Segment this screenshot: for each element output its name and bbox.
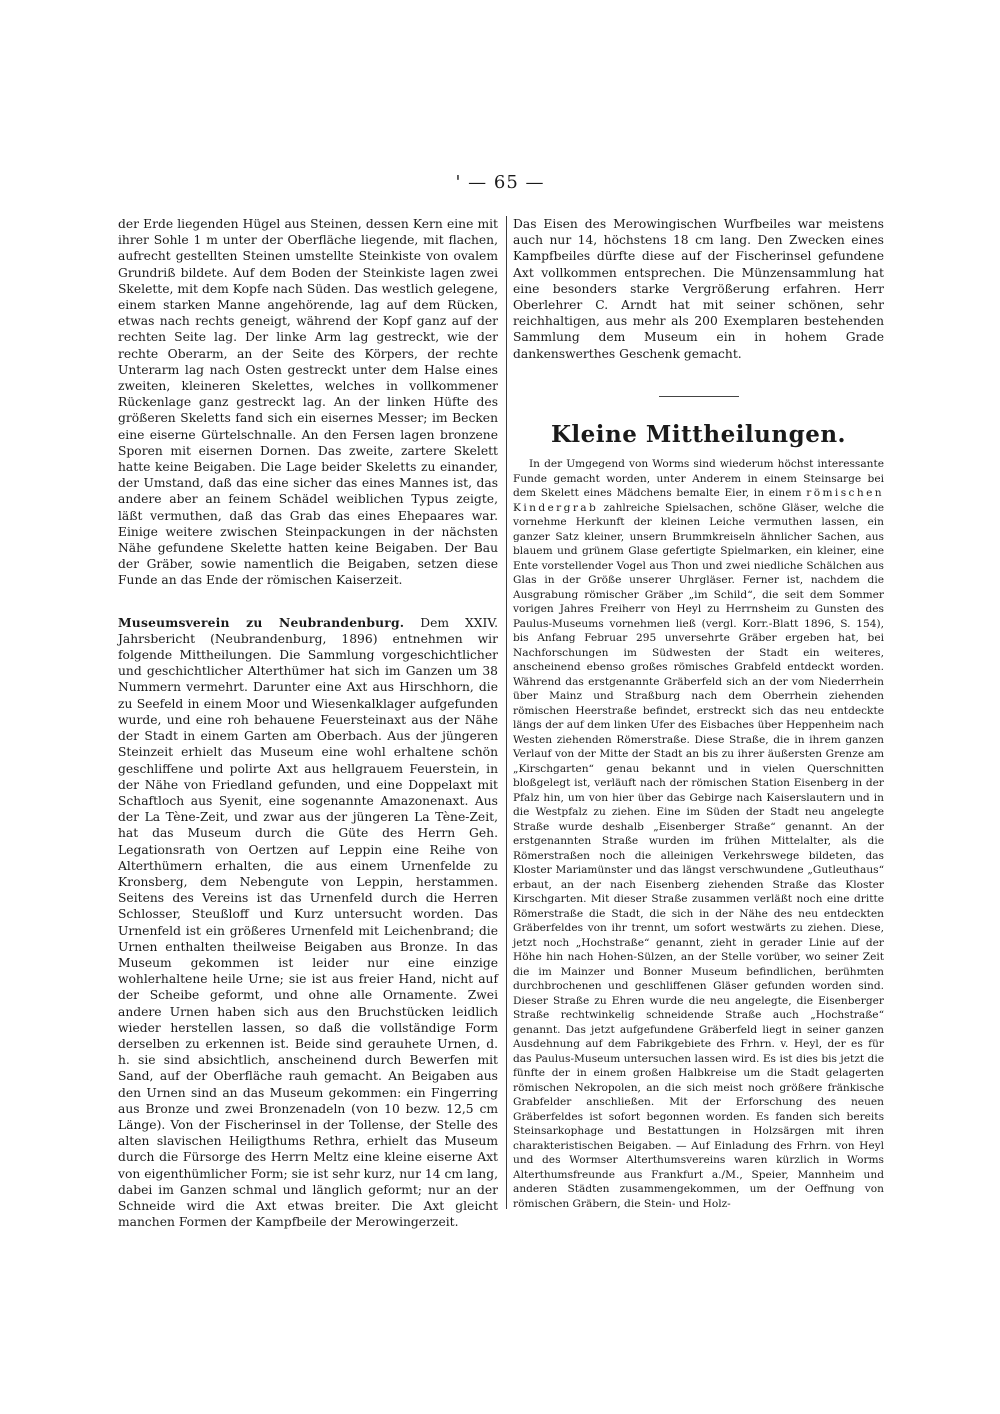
- paragraph-axe-coins: Das Eisen des Merowingischen Wurfbeiles war meistens auch nur 14, höchstens 18 cm lang. Den Zwecken eines Kampfbeiles dürfte diese auf der Fischerinsel gefundene Axt vollkommen entsprechen. Die Münzensammlung hat eine besonders starke Vergrößerung erfahren. Herr Oberlehrer C. Arndt hat mit seiner schönen, sehr reichhaltigen, aus mehr als 200 Exemplaren bestehenden Sammlung dem Museum ein in hohem Grade dankenswerthes Geschenk gemacht.: [513, 217, 884, 361]
- right-column: [513, 216, 884, 1211]
- paragraph-worms-finds: [513, 457, 884, 1211]
- society-heading: Museumsverein zu Neubrandenburg.: [118, 614, 405, 630]
- paragraph-gap: [118, 589, 498, 615]
- paragraph-museum-society: [118, 615, 498, 1231]
- worms-finds-block: [513, 457, 884, 1211]
- column-divider: [506, 216, 507, 1209]
- paragraph-grave-description: der Erde liegenden Hügel aus Steinen, dessen Kern eine mit ihrer Sohle 1 m unter der Oberfläche liegende, mit flachen, aufrecht gestellten Steinen umstellte Steinkiste von ovalem Grundriß bildete. Auf dem Boden der Steinkiste lagen zwei Skelette, mit dem Kopfe nach Süden. Das westlich gelegene, einem starken Manne angehörende, lag auf dem Rücken, etwas nach rechts geneigt, während der Kopf ganz auf der rechten Seite lag. Der linke Arm lag gestreckt, wie der rechte Oberarm, an der Seite des Körpers, der rechte Unterarm lag nach Osten gestreckt unter dem Halse eines zweiten, kleineren Skelettes, welches in vollkommener Rückenlage ganz gestreckt lag. An der linken Hüfte des größeren Skeletts fand sich ein eisernes Messer; im Becken eine eiserne Gürtelschnalle. An den Fersen lagen bronzene Sporen mit eisernen Dornen. Das zweite, zartere Skelett hatte keine Beigaben. Die Lage beider Skeletts zu einander, der Umstand, daß das eine sicher das eines Mannes ist, das andere aber an feinem Schädel weiblichen Typus zeigte, läßt vermuthen, daß das Grab das eines Ehepaares war. Einige weitere zwischen Steinpackungen in der nächsten Nähe gefundene Skelette hatten keine Beigaben. Der Bau der Gräber, sowie namentlich die Beigaben, setzen diese Funde an das Ende der römischen Kaiserzeit.: [118, 217, 498, 588]
- worms-text-c: zahlreiche Spielsachen, schöne Gläser, welche die vornehme Herkunft der kleinen Leiche vermuthen lassen, ein ganzer Satz kleiner, unsern Brummkreiseln ähnlicher Sachen, aus blauem und grünem Glase gefertigte Spielmarken, ein kleiner, eine Ente vorstellender Vogel aus Thon und zwei niedliche Schälchen aus Glas in der Größe unserer Uhrgläser. Ferner ist, nachdem die Ausgrabung römischer Gräber „im Schild“, die seit dem Sommer vorigen Jahres Freiherr von Heyl zu Herrnsheim zu Gunsten des Paulus-Museums vornehmen ließ (vergl. Korr.-Blatt 1896, S. 154), bis Anfang Februar 295 unversehrte Gräber ergeben hat, bei Nachforschungen im Südwesten der Stadt ein weiteres, anscheinend ebenso großes römisches Grabfeld entdeckt worden. Während das erstgenannte Gräberfeld sich an der vom Niederrhein über Mainz und Straßburg nach dem Oberrhein ziehenden römischen Heerstraße befindet, erstreckt sich das neu entdeckte längs der auf dem linken Ufer des Eisbaches über Heppenheim nach Westen ziehenden Römerstraße. Diese Straße, die in ihrem ganzen Verlauf von der Mitte der Stadt an bis zu ihrer äußersten Grenze am „Kirschgarten“ genau bekannt und in vielen Querschnitten bloßgelegt ist, verläuft nach der römischen Station Eisenberg in der Pfalz hin, um von hier über das Gebirge nach Kaiserslautern und in die Westpfalz zu ziehen. Eine im Süden der Stadt neu angelegte Straße wurde deshalb „Eisenberger Straße“ genannt. An der erstgenannten Straße wurden im frühen Mittelalter, als die Römerstraßen noch die alleinigen Verkehrswege bildeten, das Kloster Mariamünster und das längst verschwundene „Gutleuthaus“ erbaut, an der nach Eisenberg ziehenden Straße das Kloster Kirschgarten. Mit dieser Straße zusammen verläßt noch eine dritte Römerstraße die Stadt, die sich in der Nähe des neu entdeckten Gräberfeldes von ihr trennt, um sofort westwärts zu ziehen. Diese, jetzt noch „Hochstraße“ genannt, zieht in gerader Linie auf der Höhe hin nach Hohen-Sülzen, an der Stelle vorüber, wo seiner Zeit die im Mainzer und Bonner Museum befindlichen, berühmten durchbrochenen und geschliffenen Gläser gefunden worden sind. Dieser Straße zu Ehren wurde die neu angelegte, die Eisenberger Straße rechtwinkelig schneidende Straße auch „Hochstraße“ genannt. Das jetzt aufgefundene Gräberfeld liegt in seiner ganzen Ausdehnung auf dem Fabrikgebiete des Frhrn. v. Heyl, der es für das Paulus-Museum untersuchen lassen wird. Es ist dies bis jetzt die fünfte der in einem großen Halbkreise um die Stadt gelagerten römischen Nekropolen, an die sich meist noch größere fränkische Grabfelder anschließen. Mit der Erforschung des neuen Gräberfeldes ist sofort begonnen worden. Es fanden sich bereits Steinsarkophage und Bestattungen in Holzsärgen mit ihren charakteristischen Beigaben. — Auf Einladung des Frhrn. von Heyl und des Wormser Alterthumsvereins waren kürzlich in Worms Alterthumsfreunde aus Frankfurt a./M., Speier, Mannheim und anderen Städten zusammengekommen, um der Oeffnung von römischen Gräbern, die Stein- und Holz-: [513, 501, 884, 1210]
- section-rule: [659, 396, 739, 397]
- section-title: Kleine Mittheilungen.: [550, 420, 847, 448]
- society-report-text: Dem XXIV. Jahrsbericht (Neubrandenburg, 1896) entnehmen wir folgende Mittheilungen. Die Sammlung vorgeschichtlicher und geschichtlicher Alterthümer hat sich im Ganzen um 38 Nummern vermehrt. Darunter eine Axt aus Hirschhorn, die zu Seefeld in einem Moor und Wiesenkalklager aufgefunden wurde, und eine roh behauene Feuersteinaxt aus der Nähe der Stadt in einem Garten am Oberbach. Aus der jüngeren Steinzeit erhielt das Museum eine wohl erhaltene schön geschliffene und polirte Axt aus hellgrauem Feuerstein, in der Nähe von Friedland gefunden, und eine Doppelaxt mit Schaftloch aus Syenit, eine sogenannte Amazonenaxt. Aus der La Tène-Zeit, und zwar aus der jüngeren La Tène-Zeit, hat das Museum durch die Güte des Herrn Geh. Legationsrath von Oertzen auf Leppin eine Reihe von Alterthümern erhalten, die aus einem Urnenfelde zu Kronsberg, dem Nebengute von Leppin, herstammen. Seitens des Vereins ist das Urnenfeld durch die Herren Schlosser, Steußloff und Kurz untersucht worden. Das Urnenfeld ist ein größeres Urnenfeld mit Leichenbrand; die Urnen enthalten theilweise Beigaben aus Bronze. In das Museum gekommen ist leider nur eine einzige wohlerhaltene heile Urne; sie ist aus freier Hand, nicht auf der Scheibe geformt, und ohne alle Ornamente. Zwei andere Urnen haben sich aus den Bruchstücken leidlich wieder herstellen lassen, so daß die vollständige Form derselben zu erkennen ist. Beide sind gerauhete Urnen, d. h. sie sind absichtlich, anscheinend durch Bewerfen mit Sand, auf der Oberfläche rauh gemacht. An Beigaben aus den Urnen sind an das Museum gekommen: ein Fingerring aus Bronze und zwei Bronzenadeln (von 10 bezw. 12,5 cm Länge). Von der Fischerinsel in der Tollense, der Stelle des alten slavischen Heiligthums Rethra, erhielt das Museum durch die Fürsorge des Herrn Meltz eine kleine eiserne Axt von eigenthümlicher Form; sie ist sehr kurz, nur 14 cm lang, dabei im Ganzen schmal und länglich geformt; nur an der Schneide wird die Axt etwas breiter. Die Axt gleicht manchen Formen der Kampfbeile der Merowingerzeit.: [118, 615, 498, 1230]
- left-column: [118, 216, 498, 1230]
- worms-text-a: In der Umgegend von Worms sind wiederum höchst interessante Funde gemacht worden, unter Anderem in einem Steinsarge bei dem Skelett eines Mädchens bemalte Eier, in einem: [513, 458, 884, 500]
- worms-text-spaced: römischen Kindergrab: [513, 487, 884, 514]
- page-number: ' — 65 —: [455, 172, 545, 193]
